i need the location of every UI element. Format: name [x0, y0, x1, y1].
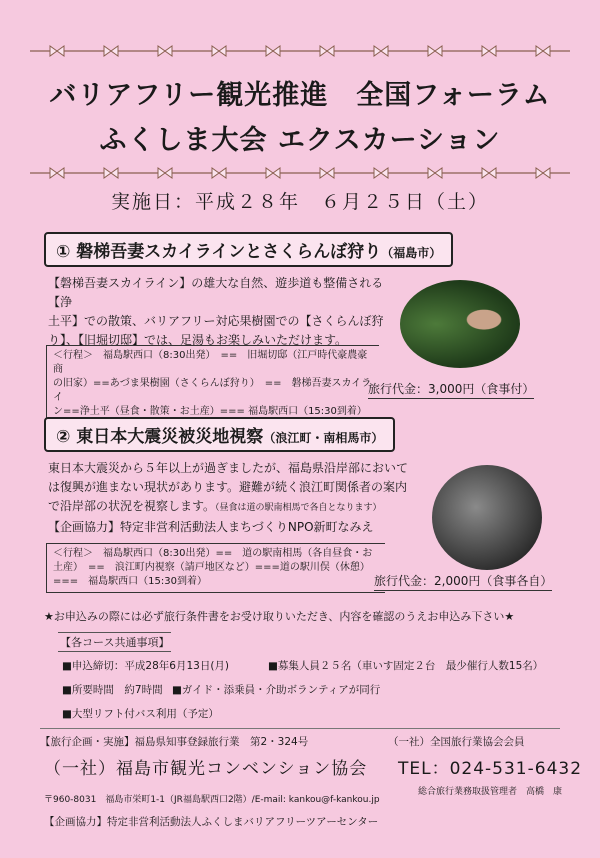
course1-schedule-line: ン==浄土平（昼食・散策・お土産）=== 福島駅西口（15:30到着） — [53, 406, 367, 417]
course1-photo — [400, 280, 520, 368]
course1-desc-line: り】、【旧堀切邸】では、足湯もお楽しみいただけます。 — [48, 333, 348, 347]
course2-lunch-note: （昼食は道の駅南相馬で各自となります） — [215, 503, 382, 513]
bow-icon — [374, 46, 388, 56]
ribbon-divider-bottom — [30, 166, 570, 180]
course2-city: （浪江町・南相馬市） — [263, 431, 384, 445]
organizer-address: 〒960-8031 福島市栄町1-1（JR福島駅西口2階）/E-mail: kankou@f-kankou.jp — [44, 795, 380, 805]
bow-icon — [536, 46, 550, 56]
planning-cooperation: 【企画協力】特定非営利活動法人ふくしまバリアフリーツアーセンター — [44, 816, 379, 828]
course1-price: 旅行代金：3,000円（食事付） — [368, 380, 534, 399]
ribbon-divider-top — [30, 44, 570, 58]
course2-schedule-line: 土産） == 浪江町内視察（請戸地区など）===道の駅川俣（休憩） — [53, 562, 370, 573]
course1-heading — [44, 232, 453, 267]
course1-title: ① 磐梯吾妻スカイラインとさくらんぼ狩り — [56, 242, 382, 262]
course2-price: 旅行代金：2,000円（食事各自） — [374, 572, 552, 591]
course1-schedule-line: の旧家）==あづま果樹園（さくらんぼ狩り） == 磐梯吾妻スカイライ — [53, 378, 372, 403]
bow-icon — [266, 168, 280, 178]
capacity: ■募集人員２５名（車いす固定２台 最少催行人数15名） — [268, 660, 544, 672]
bow-icon — [482, 168, 496, 178]
bow-icon — [158, 168, 172, 178]
course1-description — [48, 274, 398, 350]
course2-desc-line: は復興が進まない現状があります。避難が続く浪江町関係者の案内 — [48, 480, 408, 494]
course1-schedule — [46, 345, 379, 423]
bow-icon — [104, 168, 118, 178]
course1-desc-line: 土平】での散策、バリアフリー対応果樹園での【さくらんぼ狩 — [48, 314, 384, 328]
course1-schedule-line: ＜行程＞ 福島駅西口（8:30出発） == 旧堀切邸（江戸時代豪農豪商 — [53, 350, 368, 375]
course2-schedule-line: === 福島駅西口（15:30到着） — [53, 576, 207, 587]
course2-schedule — [46, 543, 385, 593]
association-membership: （一社）全国旅行業協会会員 — [388, 736, 525, 748]
course2-photo — [432, 465, 542, 570]
deadline: ■申込締切：平成28年6月13日(月) — [62, 660, 230, 672]
bow-icon — [428, 46, 442, 56]
duration: ■所要時間 約7時間 — [62, 684, 163, 696]
bow-icon — [536, 168, 550, 178]
footer-divider — [40, 728, 560, 729]
course2-desc-line: で沿岸部の状況を視察します。 — [48, 499, 216, 513]
planning-registration: 【旅行企画・実施】福島県知事登録旅行業 第2・324号 — [40, 736, 309, 748]
bow-icon — [320, 168, 334, 178]
organizer-phone[interactable]: TEL：024-531-6432 — [398, 759, 583, 779]
bow-icon — [266, 46, 280, 56]
staff-info: ■ガイド・添乗員・介助ボランティアが同行 — [172, 684, 381, 696]
bow-icon — [482, 46, 496, 56]
travel-manager: 総合旅行業務取扱管理者 高橋 康 — [418, 787, 563, 797]
course2-cooperation: 【企画協力】特定非営利活動法人まちづくりNPO新町なみえ — [48, 520, 374, 534]
course2-description — [48, 459, 428, 518]
page-title: バリアフリー観光推進 全国フォーラム — [49, 80, 551, 111]
course2-title: ② 東日本大震災被災地視察 — [56, 427, 264, 447]
course1-city: （福島市） — [381, 246, 442, 260]
application-notice: ★お申込みの際には必ず旅行条件書をお受け取りいただき、内容を確認のうえお申込み下さい★ — [44, 610, 515, 623]
bow-icon — [374, 168, 388, 178]
bow-icon — [158, 46, 172, 56]
bow-icon — [428, 168, 442, 178]
page-subtitle: ふくしま大会 エクスカーション — [99, 125, 501, 156]
bow-icon — [212, 168, 226, 178]
bow-icon — [50, 46, 64, 56]
course2-schedule-line: ＜行程＞ 福島駅西口（8:30出発）== 道の駅南相馬（各自昼食・お — [53, 548, 373, 559]
bow-icon — [104, 46, 118, 56]
event-date: 実施日：平成２８年 ６月２５日（土） — [110, 191, 489, 213]
bow-icon — [212, 46, 226, 56]
bow-icon — [50, 168, 64, 178]
organizer-name: （一社）福島市観光コンベンション協会 — [44, 759, 368, 779]
course2-heading — [44, 417, 395, 452]
bus-info: ■大型リフト付バス利用（予定） — [62, 708, 219, 720]
course2-desc-line: 東日本大震災から５年以上が過ぎましたが、福島県沿岸部において — [48, 461, 409, 475]
course1-desc-line: 【磐梯吾妻スカイライン】の雄大な自然、遊歩道も整備される【浄 — [48, 276, 384, 309]
bow-icon — [320, 46, 334, 56]
common-items-title: 【各コース共通事項】 — [58, 632, 171, 652]
